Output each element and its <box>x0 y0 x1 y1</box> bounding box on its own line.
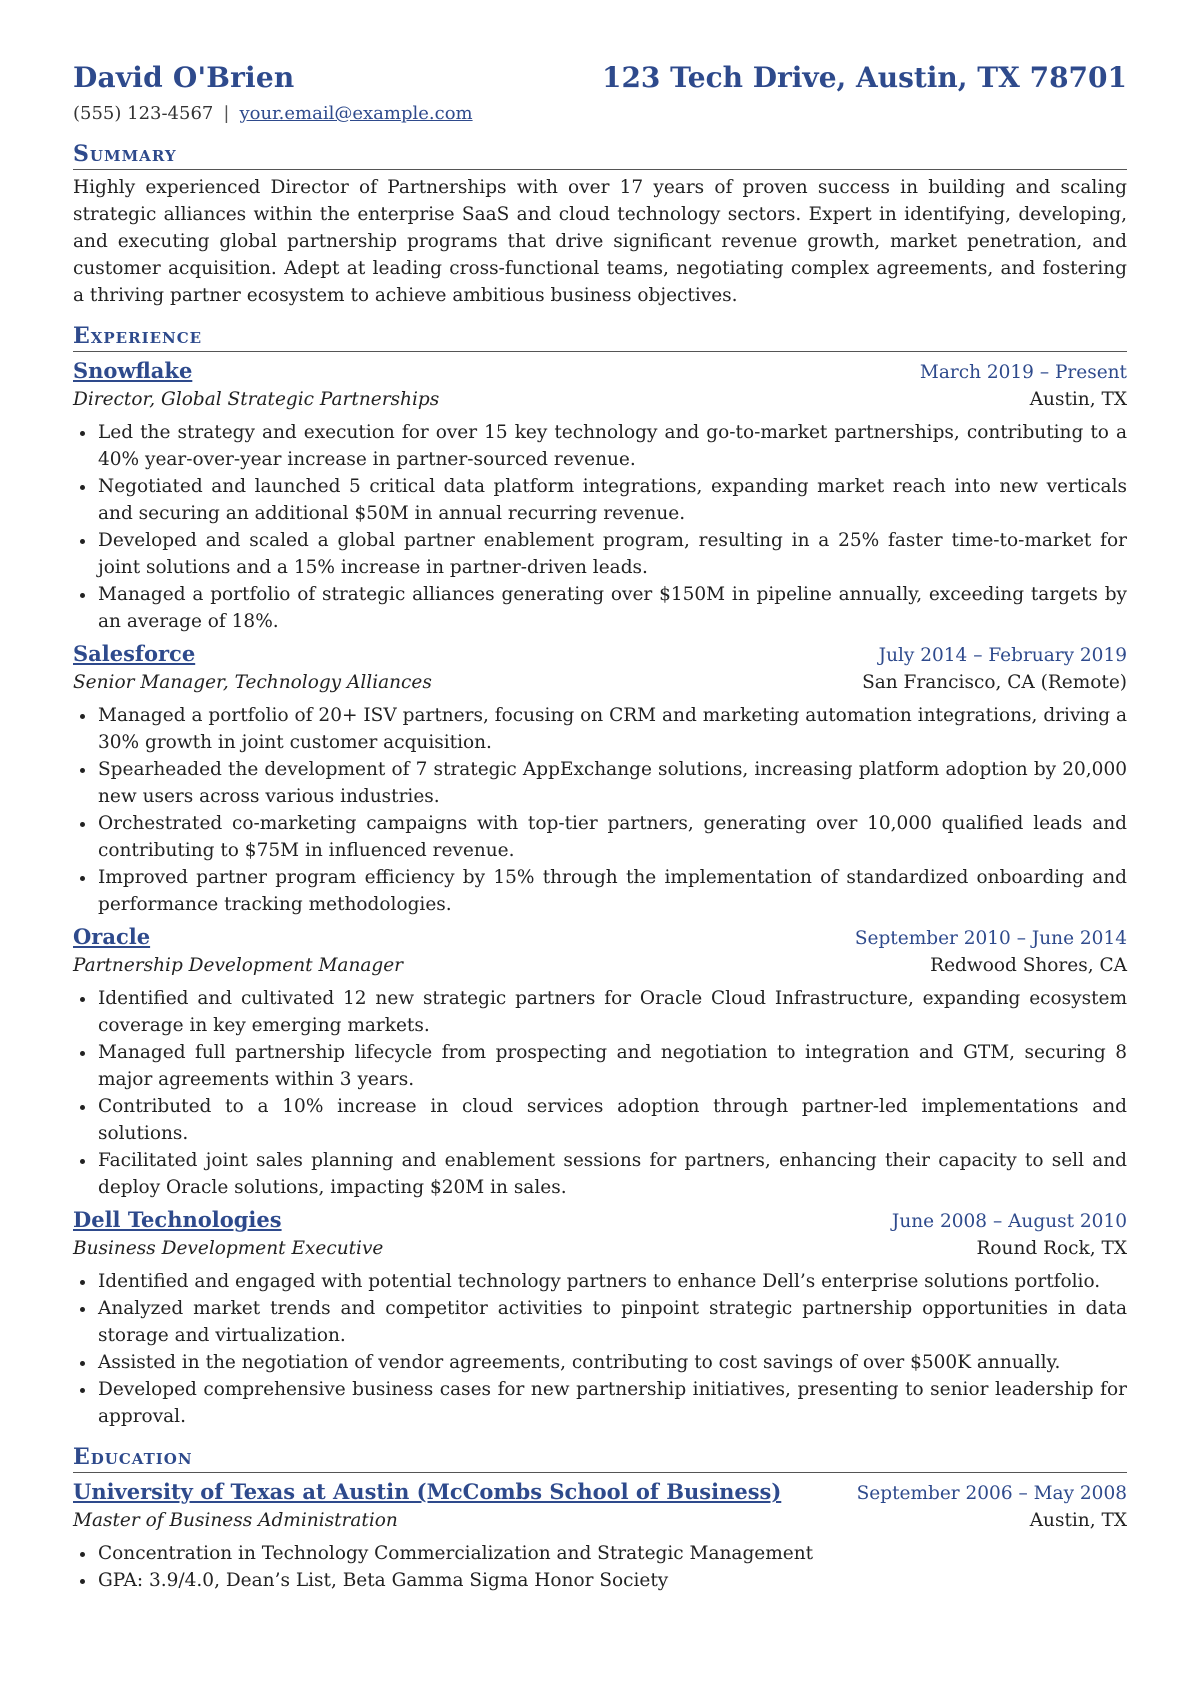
job-dates: June 2008 – August 2010 <box>891 1211 1127 1232</box>
bullet-item: • Spearheaded the development of 7 strategic AppExchange solutions, increasing platform adoption by 20,000 new users across various industries. <box>97 756 1127 810</box>
job-title: Partnership Development Manager <box>73 955 404 976</box>
company-link[interactable]: Salesforce <box>73 641 196 666</box>
education-dates: September 2006 – May 2008 <box>856 1483 1127 1504</box>
job-location: Redwood Shores, CA <box>930 955 1127 976</box>
contact-separator: | <box>223 103 230 124</box>
bullet-item: • Analyzed market trends and competitor activities to pinpoint strategic partnership opportunities in data storage and virtualization. <box>97 1295 1127 1349</box>
education-entry <box>73 1477 1127 1594</box>
bullet-item: • Managed full partnership lifecycle from prospecting and negotiation to integration and GTM, securing 8 major agreements within 3 years. <box>97 1039 1127 1093</box>
job-bullets <box>73 702 1127 918</box>
experience-entry <box>73 639 1127 918</box>
resume-header <box>73 58 1127 98</box>
bullet-item: • Identified and cultivated 12 new strategic partners for Oracle Cloud Infrastructure, expanding ecosystem coverage in key emerging markets. <box>97 985 1127 1039</box>
education-heading: Education <box>73 1442 1127 1473</box>
bullet-item: • GPA: 3.9/4.0, Dean’s List, Beta Gamma Sigma Honor Society <box>97 1567 1127 1594</box>
job-location: Round Rock, TX <box>976 1238 1127 1259</box>
job-dates: September 2010 – June 2014 <box>854 928 1127 949</box>
bullet-item: • Improved partner program efficiency by 15% through the implementation of standardized onboarding and performance tracking methodologies. <box>97 864 1127 918</box>
job-title: Director, Global Strategic Partnerships <box>73 389 440 410</box>
bullet-item: • Developed and scaled a global partner enablement program, resulting in a 25% faster time-to-market for joint solutions and a 15% increase in partner-driven leads. <box>97 527 1127 581</box>
experience-entry <box>73 356 1127 635</box>
summary-text: Highly experienced Director of Partnerships with over 17 years of proven success in building and scaling strategic alliances within the enterprise SaaS and cloud technology sectors. Expert in identifying, developing, and executing global partnership programs that drive significant revenue growth, market penetration, and customer acquisition. Adept at leading cross-functional teams, negotiating complex agreements, and fostering a thriving partner ecosystem to achieve ambitious business objectives. <box>73 177 1127 306</box>
experience-entry <box>73 922 1127 1201</box>
bullet-item: • Managed a portfolio of 20+ ISV partners, focusing on CRM and marketing automation integrations, driving a 30% growth in joint customer acquisition. <box>97 702 1127 756</box>
bullet-item: • Assisted in the negotiation of vendor agreements, contributing to cost savings of over $500K annually. <box>97 1349 1127 1376</box>
job-title: Business Development Executive <box>73 1238 384 1259</box>
contact-line <box>73 100 1127 127</box>
job-bullets <box>73 1268 1127 1430</box>
company-link[interactable]: Oracle <box>73 924 151 949</box>
bullet-item: • Concentration in Technology Commercialization and Strategic Management <box>97 1540 1127 1567</box>
degree-title: Master of Business Administration <box>73 1510 398 1531</box>
job-dates: March 2019 – Present <box>919 362 1127 383</box>
experience-heading: Experience <box>73 321 1127 352</box>
bullet-item: • Identified and engaged with potential technology partners to enhance Dell’s enterprise solutions portfolio. <box>97 1268 1127 1295</box>
job-bullets <box>73 419 1127 635</box>
job-location: San Francisco, CA (Remote) <box>862 672 1127 693</box>
education-bullets <box>73 1540 1127 1594</box>
school-link[interactable]: University of Texas at Austin (McCombs School of Business) <box>73 1479 782 1504</box>
email-link[interactable]: your.email@example.com <box>239 103 473 124</box>
experience-entry <box>73 1205 1127 1430</box>
job-bullets <box>73 985 1127 1201</box>
bullet-item: • Developed comprehensive business cases for new partnership initiatives, presenting to senior leadership for approval. <box>97 1376 1127 1430</box>
bullet-item: • Orchestrated co-marketing campaigns with top-tier partners, generating over 10,000 qualified leads and contributing to $75M in influenced revenue. <box>97 810 1127 864</box>
job-title: Senior Manager, Technology Alliances <box>73 672 432 693</box>
company-link[interactable]: Dell Technologies <box>73 1207 282 1232</box>
candidate-name: David O'Brien <box>73 61 295 94</box>
summary-heading: Summary <box>73 139 1127 170</box>
job-dates: July 2014 – February 2019 <box>878 645 1127 666</box>
education-location: Austin, TX <box>1029 1510 1127 1531</box>
bullet-item: • Facilitated joint sales planning and enablement sessions for partners, enhancing their capacity to sell and deploy Oracle solutions, impacting $20M in sales. <box>97 1147 1127 1201</box>
job-location: Austin, TX <box>1029 389 1127 410</box>
phone-number: (555) 123-4567 <box>73 103 214 124</box>
bullet-item: • Managed a portfolio of strategic alliances generating over $150M in pipeline annually, exceeding targets by an average of 18%. <box>97 581 1127 635</box>
company-link[interactable]: Snowflake <box>73 358 193 383</box>
bullet-item: • Led the strategy and execution for over 15 key technology and go-to-market partnerships, contributing to a 40% year-over-year increase in partner-sourced revenue. <box>97 419 1127 473</box>
bullet-item: • Negotiated and launched 5 critical data platform integrations, expanding market reach into new verticals and securing an additional $50M in annual recurring revenue. <box>97 473 1127 527</box>
bullet-item: • Contributed to a 10% increase in cloud services adoption through partner-led implementations and solutions. <box>97 1093 1127 1147</box>
candidate-address: 123 Tech Drive, Austin, TX 78701 <box>601 61 1127 94</box>
